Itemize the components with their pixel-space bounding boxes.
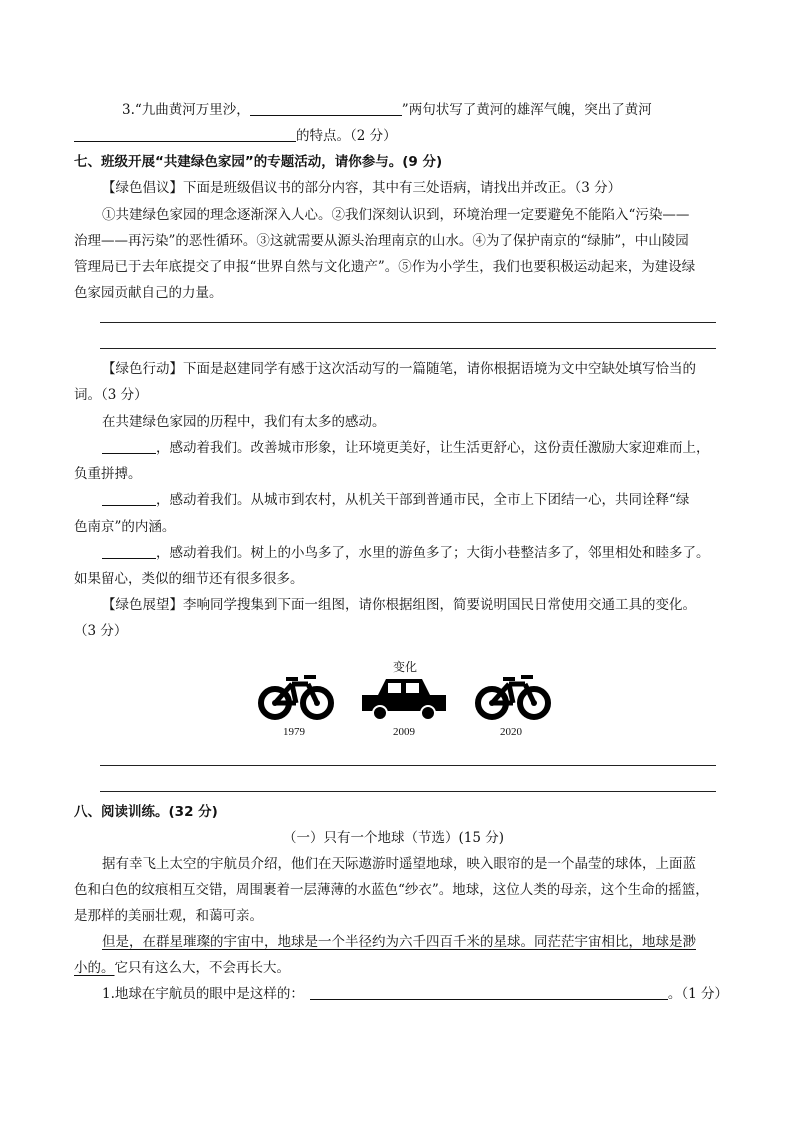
figure-year: 1979 — [283, 726, 305, 738]
essay-para: ，感动着我们。树上的小鸟多了，水里的游鱼多了；大街小巷整洁多了，邻里相处和睦多了。 — [102, 544, 710, 562]
answer-blank[interactable] — [74, 127, 296, 142]
answer-blank[interactable] — [250, 101, 402, 116]
passage-line: 是那样的美丽壮观，和蔼可亲。 — [74, 908, 263, 924]
essay-para-cont: 色南京”的内涵。 — [74, 519, 176, 535]
fill-blank[interactable] — [102, 544, 156, 559]
transport-figure — [250, 655, 560, 745]
car-icon — [360, 677, 448, 721]
answer-line[interactable] — [100, 791, 716, 792]
answer-line[interactable] — [100, 348, 716, 349]
bicycle-icon — [258, 673, 334, 721]
outlook-intro-cont: （3 分） — [74, 623, 128, 639]
initiative-intro: 【绿色倡议】下面是班级倡议书的部分内容，其中有三处语病，请找出并改正。（3 分） — [102, 180, 622, 196]
essay-para: 在共建绿色家园的历程中，我们有太多的感动。 — [102, 414, 386, 430]
figure-year: 2009 — [393, 726, 415, 738]
passage-line: 色和白色的纹痕相互交错，周围裹着一层薄薄的水蓝色“纱衣”。地球，这位人类的母亲，这个生命的摇篮， — [74, 882, 709, 898]
section-8-title: 八、阅读训练。(32 分) — [74, 804, 218, 820]
passage-line: 据有幸飞上太空的宇航员介绍，他们在天际遨游时遥望地球，映入眼帘的是一个晶莹的球体，上面蓝 — [102, 856, 696, 872]
initiative-text-line: 色家园贡献自己的力量。 — [74, 285, 223, 301]
essay-para-cont: 如果留心，类似的细节还有很多很多。 — [74, 571, 304, 587]
passage-line: 小的。它只有这么大，不会再长大。 — [74, 960, 290, 976]
essay-para-cont: 负重拼搏。 — [74, 466, 142, 482]
essay-para: ，感动着我们。改善城市形象，让环境更美好，让生活更舒心，这份责任激励大家迎难而上， — [102, 439, 710, 457]
answer-line[interactable] — [100, 765, 716, 766]
initiative-text-line: ①共建绿色家园的理念逐渐深入人心。②我们深刻认识到，环境治理一定要避免不能陷入“污染—— — [102, 207, 690, 223]
bicycle-icon — [475, 673, 551, 721]
question-3-line2: 的特点。（2 分） — [74, 127, 397, 145]
answer-line[interactable] — [100, 322, 716, 323]
action-intro: 【绿色行动】下面是赵建同学有感于这次活动写的一篇随笔，请你根据语境为文中空缺处填写恰当的 — [102, 361, 696, 377]
fill-blank[interactable] — [102, 439, 156, 454]
initiative-text-line: 管理局已于去年底提交了申报“世界自然与文化遗产”。⑤作为小学生，我们也要积极运动起来，为建设绿 — [74, 259, 696, 275]
question-1: 1.地球在宇航员的眼中是这样的： 。（1 分） — [102, 986, 729, 1002]
section-7-title: 七、班级开展“共建绿色家园”的专题活动，请你参与。(9 分) — [74, 154, 443, 170]
action-intro-cont: 词。（3 分） — [74, 387, 148, 403]
passage-line-underlined: 但是，在群星璀璨的宇宙中，地球是一个半径约为六千四百千米的星球。同茫茫宇宙相比，地球是渺 — [102, 934, 696, 950]
outlook-intro: 【绿色展望】李响同学搜集到下面一组图，请你根据组图，简要说明国民日常使用交通工具的变化。 — [102, 597, 696, 613]
question-3-line1: 3.“九曲黄河万里沙， ”两句状写了黄河的雄浑气魄，突出了黄河 — [122, 102, 652, 118]
essay-para: ，感动着我们。从城市到农村，从机关干部到普通市民，全市上下团结一心，共同诠释“绿 — [102, 491, 689, 509]
initiative-text-line: 治理——再污染”的恶性循环。③这就需要从源头治理南京的山水。④为了保护南京的“绿肺”，中山陵园 — [74, 233, 689, 249]
figure-caption: 变化 — [393, 660, 418, 674]
fill-blank[interactable] — [102, 491, 156, 506]
answer-blank[interactable] — [310, 985, 668, 1000]
passage-title: （一）只有一个地球（节选）(15 分) — [283, 830, 505, 846]
figure-year: 2020 — [500, 726, 522, 738]
